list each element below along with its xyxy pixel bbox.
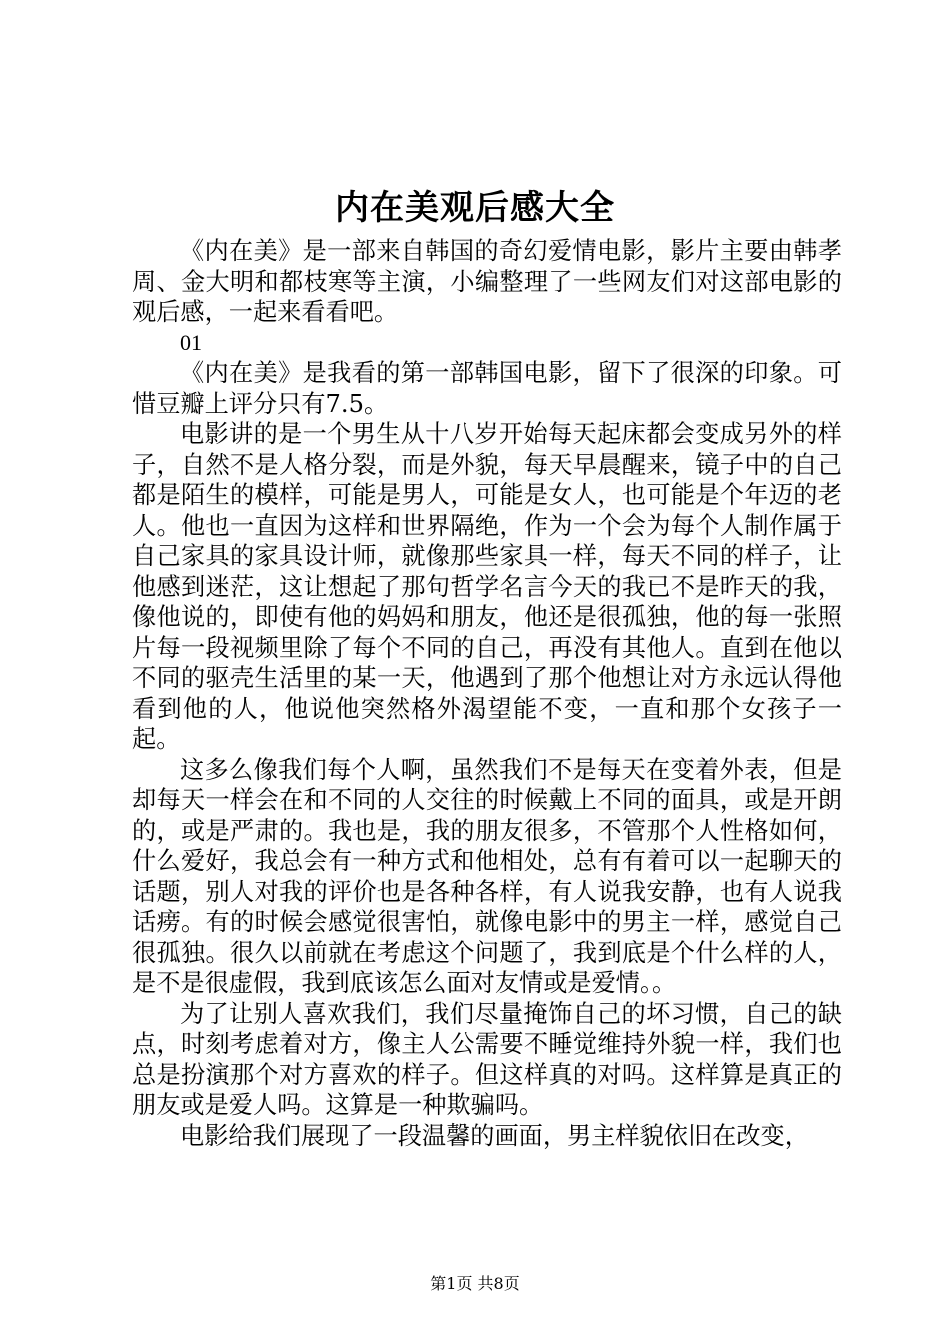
paragraph: 电影给我们展现了一段温馨的画面，男主样貌依旧在改变， [180,1121,809,1150]
page-footer: 第1页 共8页 [430,1274,520,1293]
paragraph: 这多么像我们每个人啊，虽然我们不是每天在变着外表，但是却每天一样会在和不同的人交往的时候戴上不同的面具，或是开朗的，或是严肃的。我也是，我的朋友很多，不管那个人性格如何，什么爱好，我总会有一种方式和他相处，总有有着可以一起聊天的话题，别人对我的评价也是各种各样，有人说我安静，也有人说我话痨。有的时候会感觉很害怕，就像电影中的男主一样，感觉自己很孤独。很久以前就在考虑这个问题了，我到底是个什么样的人，是不是很虚假，我到底该怎么面对友情或是爱情。。 [132,755,842,997]
section-number: 01 [180,329,202,355]
document-title: 内在美观后感大全 [335,188,615,228]
paragraph: 为了让别人喜欢我们，我们尽量掩饰自己的坏习惯，自己的缺点，时刻考虑着对方，像主人公需要不睡觉维持外貌一样，我们也总是扮演那个对方喜欢的样子。但这样真的对吗。这样算是真正的朋友或是爱人吗。这算是一种欺骗吗。 [132,999,842,1119]
paragraph-intro: 《内在美》是一部来自韩国的奇幻爱情电影，影片主要由韩孝周、金大明和都枝寒等主演，小编整理了一些网友们对这部电影的观后感，一起来看看吧。 [132,237,842,326]
paragraph: 《内在美》是我看的第一部韩国电影，留下了很深的印象。可惜豆瓣上评分只有7.5。 [132,359,842,418]
document-body [132,236,842,1151]
paragraph: 电影讲的是一个男生从十八岁开始每天起床都会变成另外的样子，自然不是人格分裂，而是外貌，每天早晨醒来，镜子中的自己都是陌生的模样，可能是男人，可能是女人，也可能是个年迈的老人。他也一直因为这样和世界隔绝，作为一个会为每个人制作属于自己家具的家具设计师，就像那些家具一样，每天不同的样子，让他感到迷茫，这让想起了那句哲学名言今天的我已不是昨天的我，像他说的，即使有他的妈妈和朋友，他还是很孤独，他的每一张照片每一段视频里除了每个不同的自己，再没有其他人。直到在他以不同的驱壳生活里的某一天，他遇到了那个他想让对方永远认得他看到他的人，他说他突然格外渴望能不变，一直和那个女孩子一起。 [132,420,842,753]
